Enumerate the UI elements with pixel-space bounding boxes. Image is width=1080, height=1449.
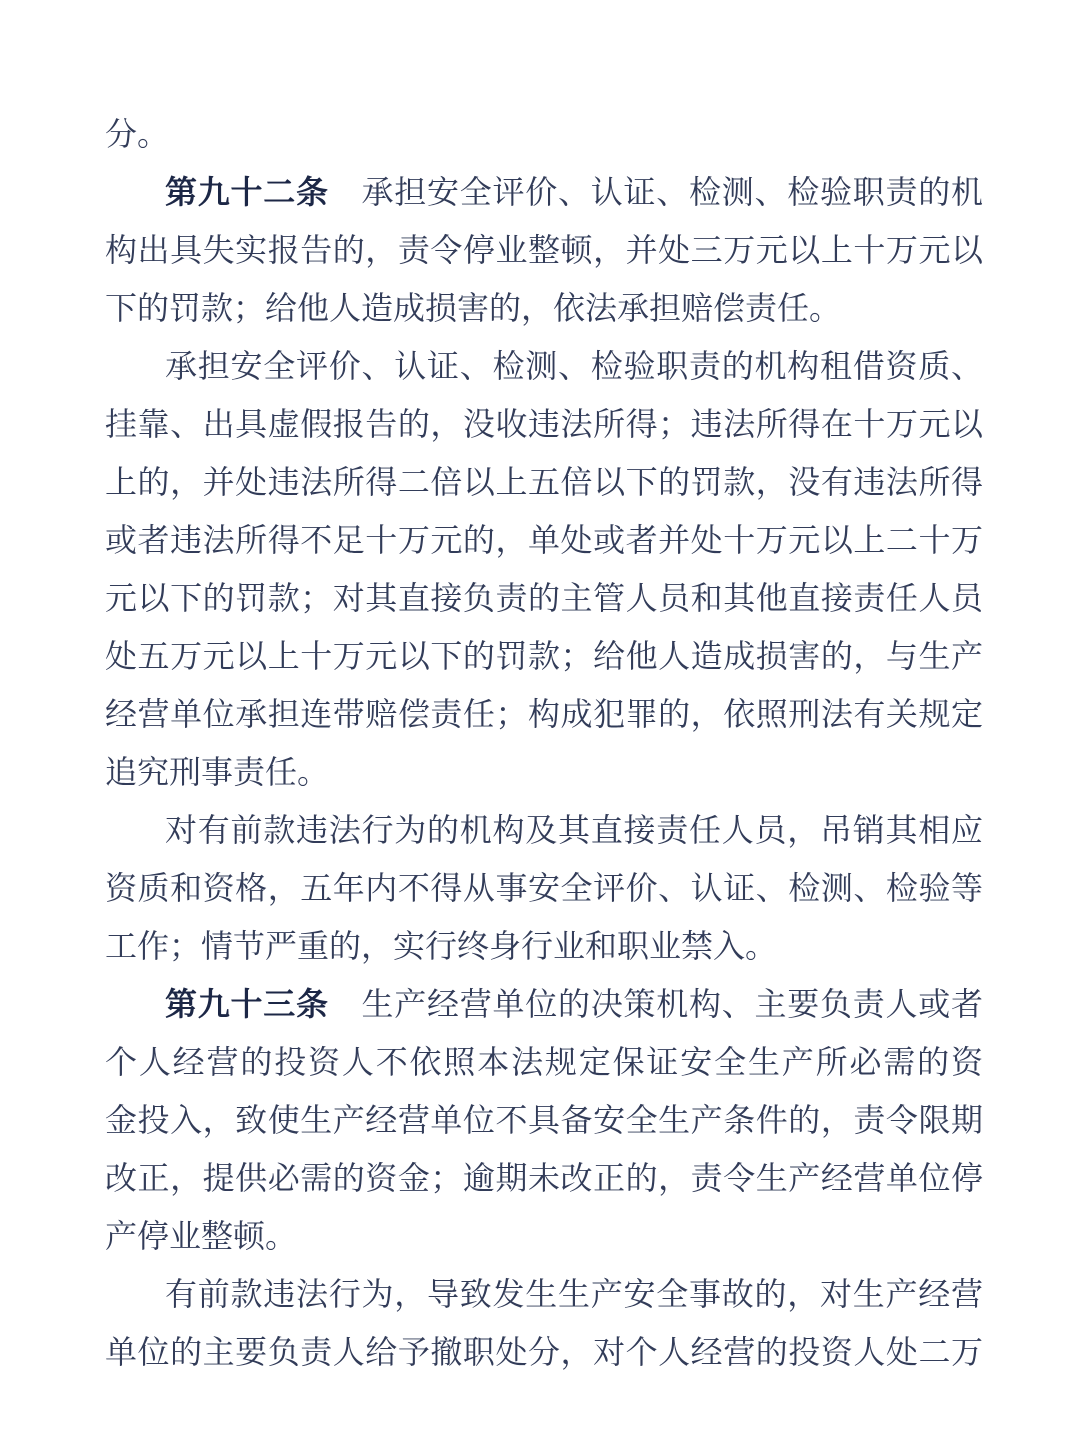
text-line: 单位的主要负责人给予撤职处分，对个人经营的投资人处二万 xyxy=(105,1334,983,1370)
text-line: 分。 xyxy=(105,116,170,152)
text-line: 追究刑事责任。 xyxy=(105,754,330,790)
text-line: 第九十二条 承担安全评价、认证、检测、检验职责的机 xyxy=(165,174,983,210)
text-line: 资质和资格，五年内不得从事安全评价、认证、检测、检验等 xyxy=(105,870,983,906)
text-line: 处五万元以上十万元以下的罚款；给他人造成损害的，与生产 xyxy=(105,638,983,674)
text-line: 下的罚款；给他人造成损害的，依法承担赔偿责任。 xyxy=(105,290,842,326)
text-line: 对有前款违法行为的机构及其直接责任人员，吊销其相应 xyxy=(165,812,983,848)
text-line: 工作；情节严重的，实行终身行业和职业禁入。 xyxy=(105,928,778,964)
text-line: 改正，提供必需的资金；逾期未改正的，责令生产经营单位停 xyxy=(105,1160,983,1196)
text-line: 经营单位承担连带赔偿责任；构成犯罪的，依照刑法有关规定 xyxy=(105,696,983,732)
text-line: 金投入，致使生产经营单位不具备安全生产条件的，责令限期 xyxy=(105,1102,983,1138)
text-line: 构出具失实报告的，责令停业整顿，并处三万元以上十万元以 xyxy=(105,232,983,268)
text-line: 上的，并处违法所得二倍以上五倍以下的罚款，没有违法所得 xyxy=(105,464,983,500)
text-line: 元以下的罚款；对其直接负责的主管人员和其他直接责任人员 xyxy=(105,580,983,616)
document-body xyxy=(105,105,983,1381)
text-line: 或者违法所得不足十万元的，单处或者并处十万元以上二十万 xyxy=(105,522,983,558)
text-line: 产停业整顿。 xyxy=(105,1218,298,1254)
text-line: 承担安全评价、认证、检测、检验职责的机构租借资质、 xyxy=(165,348,983,384)
text-line: 第九十三条 生产经营单位的决策机构、主要负责人或者 xyxy=(165,986,983,1022)
text-line: 有前款违法行为，导致发生生产安全事故的，对生产经营 xyxy=(165,1276,983,1312)
article-number: 第九十二条 xyxy=(165,174,329,210)
text-line: 个人经营的投资人不依照本法规定保证安全生产所必需的资 xyxy=(105,1044,983,1080)
article-number: 第九十三条 xyxy=(165,986,329,1022)
text-line: 挂靠、出具虚假报告的，没收违法所得；违法所得在十万元以 xyxy=(105,406,983,442)
